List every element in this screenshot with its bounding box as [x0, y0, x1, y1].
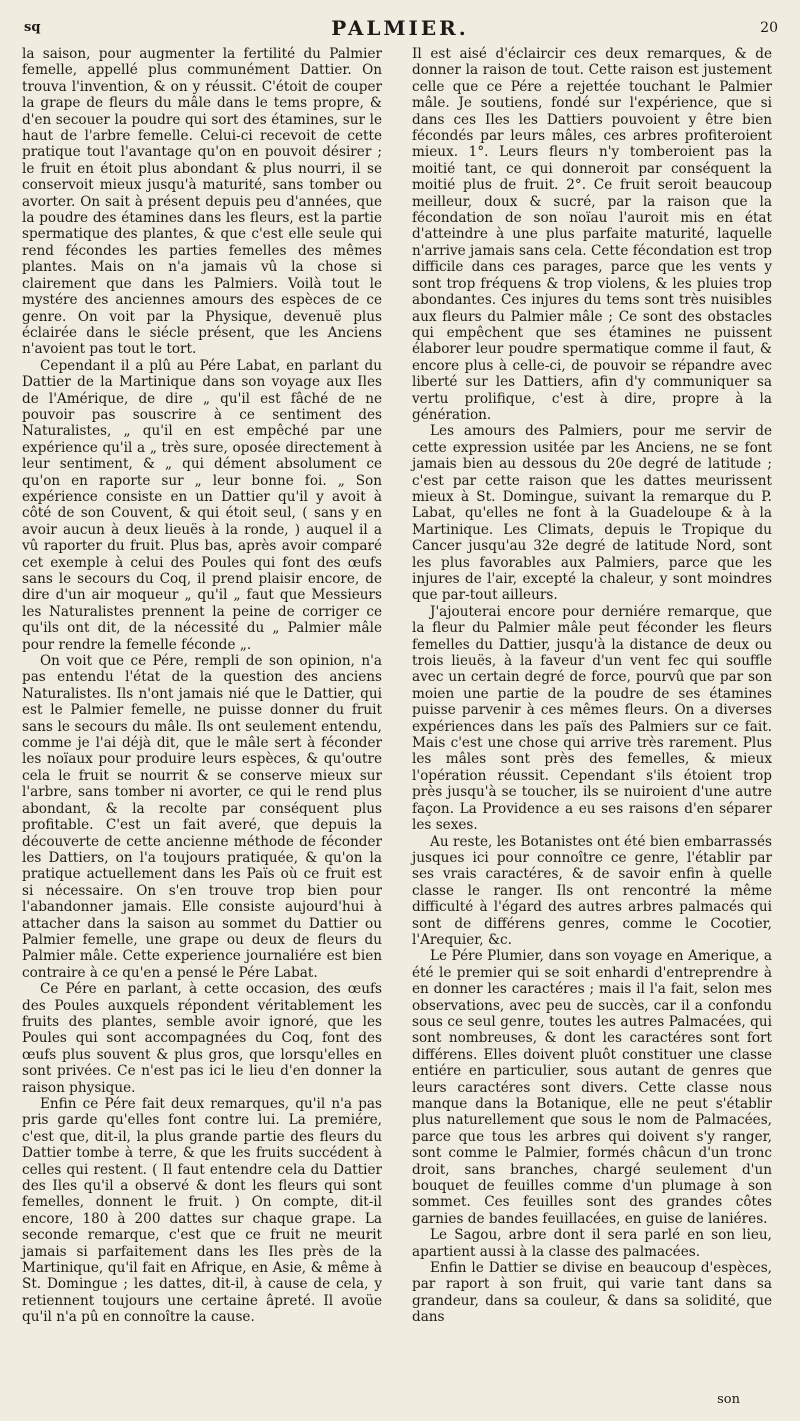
paragraph: Au reste, les Botanistes ont été bien embarrassés jusques ici pour connoître ce genre, l'établir par ses vrais caractéres, & de savoir enfin à quelle classe le ranger. Ils ont rencontré la même difficulté à l'égard des autres arbres palmacés qui sont de différens genres, comme le Cocotier, l'Arequier, &c.: [412, 833, 772, 948]
paragraph: Ce Pére en parlant, à cette occasion, des œufs des Poules auxquels répondent véritablement les fruits des plantes, semble avoir ignoré, que les Poules qui sont accompagnées du Coq, font des œufs plus souvent & plus gros, que lorsqu'elles en sont privées. Ce n'est pas ici le lieu d'en donner la raison physique.: [22, 981, 382, 1096]
right-column: [412, 46, 772, 1326]
paragraph: Le Sagou, arbre dont il sera parlé en son lieu, apartient aussi à la classe des palmacées.: [412, 1227, 772, 1260]
running-title: PALMIER.: [331, 16, 469, 40]
paragraph: On voit que ce Pére, rempli de son opinion, n'a pas entendu l'état de la question des anciens Naturalistes. Ils n'ont jamais nié que le Dattier, qui est le Palmier femelle, ne puisse donner du fruit sans le secours du mâle. Ils ont seulement entendu, comme je l'ai déjà dit, que le mâle sert à féconder les noïaux pour produire leurs espèces, & qu'outre cela le fruit se nourrit & se conserve mieux sur l'arbre, sans tomber ni avorter, ce qui le rend plus abondant, & la recolte par conséquent plus profitable. C'est un fait averé, que depuis la découverte de cette ancienne méthode de féconder les Dattiers, on l'a toujours pratiquée, & qu'on la pratique actuellement dans les Païs où ce fruit est si nécessaire. On s'en trouve trop bien pour l'abandonner jamais. Elle consiste aujourd'hui à attacher dans la saison au sommet du Dattier ou Palmier femelle, une grape ou deux de fleurs du Palmier mâle. Cette experience journaliére est bien contraire à ce qu'en a pensé le Pére Labat.: [22, 653, 382, 981]
left-column: [22, 46, 382, 1326]
catchword: son: [717, 1392, 740, 1407]
paragraph: Enfin le Dattier se divise en beaucoup d'espèces, par raport à son fruit, qui varie tant dans sa grandeur, dans sa couleur, & dans sa solidité, que dans: [412, 1260, 772, 1326]
page-number: 20: [760, 20, 778, 36]
page-header: [0, 14, 800, 44]
paragraph: J'ajouterai encore pour derniére remarque, que la fleur du Palmier mâle peut féconder les fleurs femelles du Dattier, jusqu'à la distance de deux ou trois lieuës, à la faveur d'un vent fec qui souffle avec un certain degré de force, pourvû que par son moien une partie de la poudre de ses étamines puisse parvenir à ces mêmes fleurs. On a diverses expériences dans les païs des Palmiers sur ce fait. Mais c'est une chose qui arrive très rarement. Plus les mâles sont près des femelles, & mieux l'opération réussit. Cependant s'ils étoient trop près jusqu'à se toucher, ils se nuiroient d'une autre façon. La Providence a eu ses raisons d'en séparer les sexes.: [412, 603, 772, 834]
paragraph: Il est aisé d'éclaircir ces deux remarques, & de donner la raison de tout. Cette raison est justement celle que ce Pére a rejettée touchant le Palmier mâle. Je soutiens, fondé sur l'expérience, que si dans ces Iles les Dattiers pouvoient y être bien fécondés par leurs mâles, ces arbres profiteroient mieux. 1°. Leurs fleurs n'y tomberoient pas la moitié tant, ce qui donneroit par conséquent la moitié plus de fruit. 2°. Ce fruit seroit beaucoup meilleur, doux & sucré, par la raison que la fécondation de son noïau l'auroit mis en état d'atteindre à une plus parfaite maturité, laquelle n'arrive jamais sans cela. Cette fécondation est trop difficile dans ces parages, parce que les vents y sont trop fréquens & trop violens, & les pluies trop abondantes. Ces injures du tems sont très nuisibles aux fleurs du Palmier mâle ; Ce sont des obstacles qui empêchent que ses étamines ne puissent élaborer leur poudre spermatique comme il faut, & encore plus à celle-ci, de pouvoir se répandre avec liberté sur les Dattiers, afin d'y communiquer sa vertu prolifique, c'est à dire, propre à la génération.: [412, 46, 772, 423]
paragraph: Les amours des Palmiers, pour me servir de cette expression usitée par les Anciens, ne se font jamais bien au dessous du 20e degré de latitude ; c'est par cette raison que les dattes meurissent mieux à St. Domingue, suivant la remarque du P. Labat, qu'elles ne font à la Guadeloupe & à la Martinique. Les Climats, depuis le Tropique du Cancer jusqu'au 32e degré de latitude Nord, sont les plus favorables aux Palmiers, parce que les injures de l'air, excepté la chaleur, y sont moindres que par-tout ailleurs.: [412, 423, 772, 604]
signature-mark: sq: [24, 20, 41, 35]
paragraph: Cependant il a plû au Pére Labat, en parlant du Dattier de la Martinique dans son voyage aux Iles de l'Amérique, de dire „ qu'il est fâché de ne pouvoir pas souscrire à ce sentiment des Naturalistes, „ qu'il en est empêché par une expérience qu'il a „ très sure, oposée directement à leur sentiment, & „ qui dément absolument ce qu'on en raporte sur „ leur bonne foi. „ Son expérience consiste en un Dattier qu'il y avoit à côté de son Couvent, & qui étoit seul, ( sans y en avoir aucun à deux lieuës à la ronde, ) auquel il a vû raporter du fruit. Plus bas, après avoir comparé cet exemple à celui des Poules qui font des œufs sans le secours du Coq, il prend plaisir encore, de dire d'un air moqueur „ qu'il „ faut que Messieurs les Naturalistes prennent la peine de corriger ce qu'ils ont dit, de la nécessité du „ Palmier mâle pour rendre la femelle féconde „.: [22, 357, 382, 653]
paragraph: la saison, pour augmenter la fertilité du Palmier femelle, appellé plus communément Dattier. On trouva l'invention, & on y réussit. C'étoit de couper la grape de fleurs du mâle dans le tems propre, & d'en secouer la poudre qui sort des étamines, sur le haut de l'arbre femelle. Celui-ci recevoit de cette pratique tout l'avantage qu'on en pouvoit désirer ; le fruit en étoit plus abondant & plus nourri, il se conservoit mieux jusqu'à maturité, sans tomber ou avorter. On sait à présent depuis peu d'années, que la poudre des étamines dans les fleurs, est la partie spermatique des plantes, & que c'est elle seule qui rend fécondes les parties femelles des mêmes plantes. Mais on n'a jamais vû la chose si clairement que dans les Palmiers. Voilà tout le mystére des anciennes amours des espèces de ce genre. On voit par la Physique, devenuë plus éclairée dans le siécle présent, que les Anciens n'avoient pas tout le tort.: [22, 46, 382, 358]
paragraph: Enfin ce Pére fait deux remarques, qu'il n'a pas pris garde qu'elles font contre lui. La premiére, c'est que, dit-il, la plus grande partie des fleurs du Dattier tombe à terre, & que les fruits succédent à celles qui restent. ( Il faut entendre cela du Dattier des Iles qu'il a observé & dont les fleurs qui sont femelles, donnent le fruit. ) On compte, dit-il encore, 180 à 200 dattes sur chaque grape. La seconde remarque, c'est que ce fruit ne meurit jamais si parfaitement dans les Iles près de la Martinique, qu'il fait en Afrique, en Asie, & même à St. Domingue ; les dattes, dit-il, à cause de cela, y retiennent toujours une certaine âpreté. Il avoüe qu'il n'a pû en connoître la cause.: [22, 1096, 382, 1326]
paragraph: Le Pére Plumier, dans son voyage en Amerique, a été le premier qui se soit enhardi d'entreprendre à en donner les caractéres ; mais il l'a fait, selon mes observations, avec peu de succès, car il a confondu sous ce seul genre, toutes les autres Palmacées, qui sont nombreuses, & dont les caractéres sont fort différens. Elles doivent pluôt constituer une classe entiére en particulier, sous autant de genres que leurs caractéres sont divers. Cette classe nous manque dans la Botanique, elle ne peut s'établir plus naturellement que sous le nom de Palmacées, parce que tous les arbres qui doivent s'y ranger, sont comme le Palmier, formés châcun d'un tronc droit, sans branches, chargé seulement d'un bouquet de feuilles comme d'un plumage à son sommet. Ces feuilles sont des grandes côtes garnies de bandes feuillacées, en guise de laniéres.: [412, 948, 772, 1227]
